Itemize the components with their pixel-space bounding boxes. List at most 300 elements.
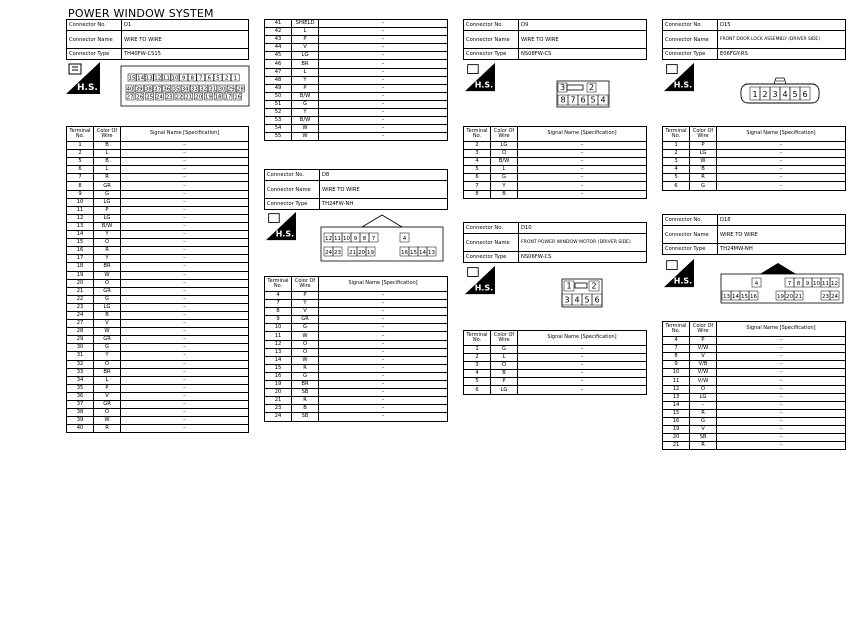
- table-row: [265, 92, 448, 100]
- pin-label: 5: [216, 75, 220, 82]
- terminal-no: 27: [67, 320, 94, 328]
- pin-label: 19: [367, 249, 374, 256]
- signal-name: –: [518, 386, 647, 394]
- label: Connector Name: [464, 31, 519, 49]
- wire-color: P: [292, 292, 319, 300]
- table-row: [464, 174, 647, 182]
- signal-name: –: [319, 125, 448, 133]
- signal-name: –: [319, 20, 448, 28]
- signal-name: –: [518, 166, 647, 174]
- signal-name: –: [121, 287, 249, 295]
- wire-color: G: [292, 324, 319, 332]
- table-row: [67, 247, 249, 255]
- terminal-no: 2: [464, 354, 491, 362]
- col-signal: Signal Name [Specification]: [319, 277, 448, 292]
- wire-color: P: [292, 84, 319, 92]
- connector-d9-info: [463, 19, 647, 60]
- pin-label: 3: [772, 89, 778, 99]
- wire-color: Y: [491, 182, 518, 190]
- signal-name: –: [121, 279, 249, 287]
- table-row: [67, 182, 249, 190]
- signal-name: –: [121, 328, 249, 336]
- pin-label: 8: [796, 280, 801, 287]
- pin-label: 36: [163, 86, 171, 93]
- terminal-no: 49: [265, 84, 292, 92]
- terminal-no: 15: [67, 239, 94, 247]
- pin-label: 4: [782, 89, 788, 99]
- pin-label: 3: [559, 82, 566, 92]
- terminal-no: 5: [464, 166, 491, 174]
- terminal-no: 6: [464, 174, 491, 182]
- terminal-no: 1: [67, 142, 94, 150]
- terminal-no: 22: [67, 295, 94, 303]
- signal-name: –: [518, 190, 647, 198]
- terminal-no: 10: [67, 198, 94, 206]
- table-row: [67, 231, 249, 239]
- terminal-no: 12: [67, 214, 94, 222]
- terminal-no: 44: [265, 44, 292, 52]
- signal-name: –: [717, 434, 846, 442]
- label: Connector No.: [265, 170, 320, 181]
- connector-no: D18: [718, 215, 846, 226]
- table-row: [67, 279, 249, 287]
- hs-icon: [465, 265, 495, 299]
- pin-label: 2: [591, 281, 597, 291]
- terminal-no: 24: [265, 413, 292, 421]
- terminal-no: 41: [265, 20, 292, 28]
- table-row: [265, 364, 448, 372]
- signal-name: –: [121, 222, 249, 230]
- terminal-no: 15: [663, 409, 690, 417]
- connector-type: E06FGY-RS: [718, 49, 846, 60]
- connector-type: TH40FW-CS15: [122, 49, 249, 60]
- signal-name: –: [121, 198, 249, 206]
- terminal-no: 19: [67, 271, 94, 279]
- terminal-no: 31: [67, 352, 94, 360]
- table-row: [67, 336, 249, 344]
- signal-name: –: [518, 346, 647, 354]
- svg-text:H.S.: H.S.: [474, 80, 494, 90]
- page-title: POWER WINDOW SYSTEM: [68, 7, 214, 20]
- table-row: [67, 328, 249, 336]
- label: Connector Name: [464, 234, 519, 252]
- pin-label: 8: [362, 235, 367, 242]
- wire-color: L: [292, 68, 319, 76]
- hs-icon: [266, 211, 296, 245]
- table-row: [265, 68, 448, 76]
- pin-label: 4: [600, 95, 606, 105]
- signal-name: –: [121, 336, 249, 344]
- terminal-no: 52: [265, 109, 292, 117]
- wire-color: G: [690, 182, 717, 190]
- signal-name: –: [121, 174, 249, 182]
- terminal-no: 8: [663, 353, 690, 361]
- pin-label: 30: [218, 86, 226, 93]
- connector-d1-face: [120, 65, 250, 111]
- signal-name: –: [121, 376, 249, 384]
- terminal-no: 10: [663, 369, 690, 377]
- label: Connector Type: [663, 49, 718, 60]
- wire-color: L: [491, 166, 518, 174]
- terminal-no: 2: [464, 142, 491, 150]
- table-row: [67, 368, 249, 376]
- terminal-no: 51: [265, 100, 292, 108]
- connector-d8-face: [320, 213, 444, 267]
- wire-color: P: [292, 36, 319, 44]
- signal-name: –: [518, 182, 647, 190]
- col-wire: Color Of Wire: [491, 331, 518, 346]
- table-row: [265, 109, 448, 117]
- table-row: [663, 442, 846, 450]
- terminal-no: 7: [67, 174, 94, 182]
- table-row: [265, 316, 448, 324]
- col-terminal: Terminal No.: [663, 322, 690, 337]
- terminal-no: 34: [67, 376, 94, 384]
- signal-name: –: [121, 239, 249, 247]
- table-row: [67, 295, 249, 303]
- col-terminal: Terminal No.: [663, 127, 690, 142]
- wire-color: –: [690, 401, 717, 409]
- terminal-table-d1: [66, 126, 249, 433]
- signal-name: –: [717, 166, 846, 174]
- pin-label: 5: [792, 89, 798, 99]
- signal-name: –: [121, 247, 249, 255]
- terminal-no: 1: [663, 142, 690, 150]
- wire-color: GR: [94, 401, 121, 409]
- terminal-no: 28: [67, 328, 94, 336]
- label: Connector No.: [67, 20, 122, 31]
- pin-label: 19: [204, 94, 212, 101]
- pin-label: 11: [162, 75, 170, 82]
- terminal-no: 30: [67, 344, 94, 352]
- pin-label: 9: [353, 235, 358, 242]
- signal-name: –: [717, 385, 846, 393]
- svg-text:H.S.: H.S.: [474, 283, 494, 293]
- wire-color: Y: [292, 109, 319, 117]
- signal-name: –: [717, 158, 846, 166]
- pin-label: 11: [334, 235, 341, 242]
- signal-name: –: [319, 133, 448, 141]
- signal-name: –: [717, 361, 846, 369]
- signal-name: –: [319, 28, 448, 36]
- terminal-no: 23: [67, 303, 94, 311]
- signal-name: –: [319, 389, 448, 397]
- pin-label: 7: [787, 280, 792, 287]
- signal-name: –: [319, 413, 448, 421]
- signal-name: –: [121, 295, 249, 303]
- table-row: [663, 150, 846, 158]
- table-row: [663, 142, 846, 150]
- terminal-no: 17: [67, 255, 94, 263]
- signal-name: –: [121, 425, 249, 433]
- signal-name: –: [319, 292, 448, 300]
- col-terminal: Terminal No.: [464, 331, 491, 346]
- terminal-no: 9: [265, 316, 292, 324]
- wire-color: G: [292, 372, 319, 380]
- wire-color: L: [94, 376, 121, 384]
- table-row: [67, 150, 249, 158]
- signal-name: –: [121, 368, 249, 376]
- signal-name: –: [121, 150, 249, 158]
- pin-label: 14: [419, 249, 426, 256]
- terminal-no: 9: [67, 190, 94, 198]
- table-row: [67, 214, 249, 222]
- signal-name: –: [717, 409, 846, 417]
- signal-name: –: [319, 52, 448, 60]
- table-row: [265, 60, 448, 68]
- label: Connector No.: [464, 223, 519, 234]
- signal-name: –: [319, 381, 448, 389]
- pin-label: 33: [190, 86, 198, 93]
- pin-label: 9: [805, 280, 810, 287]
- wire-color: P: [94, 206, 121, 214]
- terminal-no: 42: [265, 28, 292, 36]
- wire-color: R: [292, 397, 319, 405]
- signal-name: –: [121, 384, 249, 392]
- wire-color: G: [690, 417, 717, 425]
- table-row: [67, 311, 249, 319]
- table-row: [663, 337, 846, 345]
- terminal-no: 40: [67, 425, 94, 433]
- terminal-no: 11: [663, 377, 690, 385]
- signal-name: –: [121, 320, 249, 328]
- wire-color: R: [94, 247, 121, 255]
- signal-name: –: [121, 231, 249, 239]
- terminal-table-d18: [662, 321, 846, 450]
- terminal-no: 2: [663, 150, 690, 158]
- terminal-no: 6: [464, 386, 491, 394]
- table-row: [265, 405, 448, 413]
- signal-name: –: [319, 340, 448, 348]
- connector-no: D15: [718, 20, 846, 31]
- table-row: [663, 377, 846, 385]
- signal-name: –: [121, 255, 249, 263]
- wire-color: SB: [292, 389, 319, 397]
- connector-name: WIRE TO WIRE: [320, 181, 448, 199]
- wire-color: L: [292, 28, 319, 36]
- table-row: [464, 378, 647, 386]
- table-row: [265, 356, 448, 364]
- label: Connector Type: [265, 199, 320, 210]
- pin-label: 2: [588, 82, 595, 92]
- terminal-no: 15: [265, 364, 292, 372]
- pin-label: 6: [802, 89, 808, 99]
- terminal-table-d9: [463, 126, 647, 199]
- pin-label: 1: [566, 281, 572, 291]
- terminal-no: 20: [265, 389, 292, 397]
- signal-name: –: [121, 409, 249, 417]
- signal-name: –: [717, 426, 846, 434]
- signal-name: –: [717, 182, 846, 190]
- label: Connector Type: [464, 49, 519, 60]
- pin-label: 10: [343, 235, 350, 242]
- signal-name: –: [717, 345, 846, 353]
- terminal-table-d1-continued: [264, 19, 448, 141]
- signal-name: –: [518, 354, 647, 362]
- terminal-no: 55: [265, 133, 292, 141]
- pin-label: 8: [190, 75, 194, 82]
- signal-name: –: [319, 405, 448, 413]
- wire-color: B/W: [292, 117, 319, 125]
- signal-name: –: [121, 352, 249, 360]
- pin-label: 19: [777, 293, 784, 300]
- table-row: [663, 345, 846, 353]
- terminal-no: 12: [265, 340, 292, 348]
- table-row: [464, 166, 647, 174]
- wire-color: B: [690, 166, 717, 174]
- table-row: [67, 417, 249, 425]
- terminal-no: 4: [265, 292, 292, 300]
- wire-color: B/W: [94, 222, 121, 230]
- table-row: [265, 413, 448, 421]
- table-row: [265, 20, 448, 28]
- table-row: [265, 117, 448, 125]
- table-row: [265, 389, 448, 397]
- wire-color: V/B: [690, 361, 717, 369]
- wire-color: O: [491, 150, 518, 158]
- pin-label: 7: [570, 95, 576, 105]
- wire-color: W: [94, 328, 121, 336]
- wire-color: O: [94, 409, 121, 417]
- table-row: [265, 332, 448, 340]
- pin-label: 28: [236, 86, 244, 93]
- table-row: [464, 142, 647, 150]
- pin-label: 18: [214, 94, 222, 101]
- terminal-no: 19: [663, 426, 690, 434]
- wire-color: B: [94, 158, 121, 166]
- signal-name: –: [319, 44, 448, 52]
- pin-label: 27: [126, 94, 134, 101]
- terminal-no: 9: [663, 361, 690, 369]
- table-row: [265, 52, 448, 60]
- pin-label: 32: [200, 86, 208, 93]
- signal-name: –: [121, 206, 249, 214]
- col-wire: Color Of Wire: [292, 277, 319, 292]
- terminal-no: 1: [464, 346, 491, 354]
- pin-label: 37: [154, 86, 162, 93]
- label: Connector Type: [464, 252, 519, 263]
- table-row: [663, 174, 846, 182]
- table-row: [663, 385, 846, 393]
- col-signal: Signal Name [Specification]: [518, 127, 647, 142]
- wire-color: O: [94, 239, 121, 247]
- pin-label: 12: [831, 280, 838, 287]
- pin-label: 7: [199, 75, 203, 82]
- signal-name: –: [518, 150, 647, 158]
- table-row: [265, 340, 448, 348]
- table-row: [265, 300, 448, 308]
- wire-color: B: [94, 311, 121, 319]
- wire-color: O: [292, 340, 319, 348]
- table-row: [663, 401, 846, 409]
- wire-color: B/W: [292, 92, 319, 100]
- terminal-no: 33: [67, 368, 94, 376]
- wire-color: O: [491, 362, 518, 370]
- col-wire: Color Of Wire: [491, 127, 518, 142]
- col-terminal: Terminal No.: [265, 277, 292, 292]
- pin-label: 9: [181, 75, 186, 82]
- pin-label: 4: [754, 280, 759, 287]
- wire-color: V: [690, 353, 717, 361]
- wire-color: W: [94, 271, 121, 279]
- signal-name: –: [518, 370, 647, 378]
- wire-color: LG: [292, 52, 319, 60]
- col-wire: Color Of Wire: [690, 127, 717, 142]
- wire-color: B: [491, 370, 518, 378]
- pin-label: 2: [224, 75, 229, 82]
- pin-label: 24: [831, 293, 838, 300]
- signal-name: –: [518, 158, 647, 166]
- col-signal: Signal Name [Specification]: [717, 127, 846, 142]
- signal-name: –: [121, 214, 249, 222]
- table-row: [67, 263, 249, 271]
- table-row: [265, 372, 448, 380]
- signal-name: –: [121, 271, 249, 279]
- col-signal: Signal Name [Specification]: [518, 331, 647, 346]
- pin-label: 23: [334, 249, 341, 256]
- pin-label: 1: [752, 89, 758, 99]
- wire-color: GR: [94, 182, 121, 190]
- terminal-no: 54: [265, 125, 292, 133]
- terminal-no: 10: [265, 324, 292, 332]
- signal-name: –: [518, 142, 647, 150]
- signal-name: –: [319, 117, 448, 125]
- label: Connector Name: [67, 31, 122, 49]
- signal-name: –: [319, 36, 448, 44]
- table-row: [464, 158, 647, 166]
- wire-color: V: [94, 320, 121, 328]
- terminal-no: 37: [67, 401, 94, 409]
- signal-name: –: [121, 166, 249, 174]
- signal-name: –: [319, 60, 448, 68]
- hs-icon: [66, 62, 100, 98]
- pin-label: 39: [135, 86, 143, 93]
- terminal-no: 18: [67, 263, 94, 271]
- pin-label: 15: [410, 249, 417, 256]
- pin-label: 16: [401, 249, 408, 256]
- table-row: [67, 287, 249, 295]
- pin-label: 4: [402, 235, 407, 242]
- connector-d8-info: [264, 169, 448, 210]
- connector-type: TH24FW-NH: [320, 199, 448, 210]
- terminal-no: 8: [67, 182, 94, 190]
- signal-name: –: [319, 84, 448, 92]
- terminal-no: 36: [67, 392, 94, 400]
- wire-color: O: [690, 385, 717, 393]
- wire-color: Y: [292, 300, 319, 308]
- signal-name: –: [319, 76, 448, 84]
- terminal-no: 6: [67, 166, 94, 174]
- wire-color: GR: [94, 287, 121, 295]
- connector-name: WIRE TO WIRE: [519, 31, 647, 49]
- connector-d9-face: [556, 80, 610, 112]
- terminal-no: 14: [663, 401, 690, 409]
- signal-name: –: [319, 364, 448, 372]
- terminal-no: 13: [663, 393, 690, 401]
- pin-label: 23: [165, 94, 173, 101]
- table-row: [464, 386, 647, 394]
- signal-name: –: [319, 109, 448, 117]
- signal-name: –: [121, 417, 249, 425]
- pin-label: 5: [590, 95, 596, 105]
- wire-color: B: [94, 142, 121, 150]
- wire-color: LG: [491, 386, 518, 394]
- pin-label: 24: [325, 249, 332, 256]
- label: Connector No.: [663, 20, 718, 31]
- signal-name: –: [121, 142, 249, 150]
- pin-label: 6: [580, 95, 586, 105]
- table-row: [265, 397, 448, 405]
